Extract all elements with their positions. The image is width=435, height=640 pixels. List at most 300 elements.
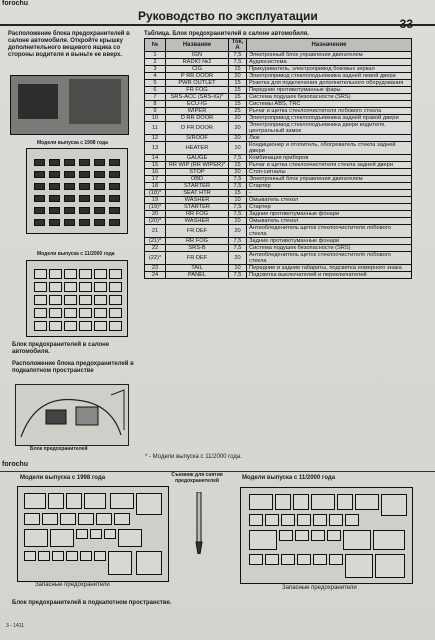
engine-block-caption: Блок предохранителей в подкапотном пространстве. — [12, 600, 172, 606]
fuse-slot — [64, 207, 75, 214]
fuse-amperage: 20 — [229, 169, 247, 176]
fuse-number: 23 — [145, 265, 166, 272]
fuse-amperage: 7,5 — [229, 176, 247, 183]
fuse-amperage: 20 — [229, 115, 247, 122]
table-row — [145, 108, 412, 115]
corner-tag: forochu — [2, 0, 29, 7]
relay-block — [108, 551, 132, 575]
fuse-slot — [64, 219, 75, 226]
fuse-name: HEATER — [166, 142, 229, 155]
fuse-slot — [109, 183, 120, 190]
fuse-slot — [79, 183, 90, 190]
fuse-amperage: 15 — [229, 66, 247, 73]
fuse-puller-icon — [194, 492, 204, 554]
fuse-name: FR FOG — [166, 87, 229, 94]
fuse-name: STOP — [166, 169, 229, 176]
relay-block — [96, 513, 112, 525]
relay-block — [337, 494, 353, 510]
page-title: Руководство по эксплуатации — [138, 9, 318, 23]
fuse-slot — [94, 321, 107, 331]
fuse-slot — [34, 308, 47, 318]
relay-block — [297, 554, 311, 565]
fuse-name: PWR OUTLET — [166, 80, 229, 87]
fuse-purpose: Электропривод стеклоподъемника задней левой двери — [247, 73, 412, 80]
relay-block — [249, 554, 263, 565]
fuse-purpose: Аудиосистема — [247, 59, 412, 66]
fuse-purpose: Задние противотуманные фонари — [247, 211, 412, 218]
relay-block — [52, 551, 64, 561]
fuse-number: 4 — [145, 73, 166, 80]
fuse-number: 22 — [145, 245, 166, 252]
table-row — [145, 66, 412, 73]
table-row — [145, 183, 412, 190]
table-row — [145, 252, 412, 265]
fuse-name: RR FOG — [166, 238, 229, 245]
cabin-fuse-caption: Расположение блока предохранителей в салоне автомобиля. Откройте крышку дополнительного вещевого ящика со стороны водителя и выньте ее вверх. — [8, 31, 130, 58]
relay-block — [136, 551, 162, 575]
page-code: 3 - 1411 — [6, 623, 24, 629]
relay-block — [50, 529, 74, 547]
fuse-amperage: 7,5 — [229, 155, 247, 162]
fuse-purpose: Подсветка выключателей и переключателей — [247, 272, 412, 279]
relay-block — [90, 529, 102, 539]
fuse-purpose: Стартер — [247, 204, 412, 211]
fuse-name: ECU-IG — [166, 101, 229, 108]
relay-block — [275, 494, 291, 510]
table-row — [145, 59, 412, 66]
fuse-name: GAUGE — [166, 155, 229, 162]
fuse-name: IGN — [166, 52, 229, 59]
table-row — [145, 122, 412, 135]
fuse-name: SRS-B — [166, 245, 229, 252]
relay-block — [60, 513, 76, 525]
fuse-number: 14 — [145, 155, 166, 162]
fuse-name: RADIO №2 — [166, 59, 229, 66]
fuse-slot — [34, 321, 47, 331]
relay-block — [42, 513, 58, 525]
fuse-purpose: Кондиционер и отопитель, обогреватель стекла задней двери — [247, 142, 412, 155]
fuse-purpose: Рычаг и щетка стеклоочистителя стекла задней двери — [247, 162, 412, 169]
fuse-number: 16 — [145, 169, 166, 176]
relay-block — [38, 551, 50, 561]
relay-block — [78, 513, 94, 525]
relay-block — [265, 514, 279, 526]
fuse-number: 21 — [145, 225, 166, 238]
fuse-slot — [64, 195, 75, 202]
fuse-slot — [79, 308, 92, 318]
relay-block — [297, 514, 311, 526]
fuse-slot — [34, 171, 45, 178]
fuse-slot — [34, 159, 45, 166]
fuse-slot — [109, 207, 120, 214]
fuse-number: 3 — [145, 66, 166, 73]
fuse-purpose: Электронный блок управления двигателем — [247, 52, 412, 59]
fuse-amperage: 20 — [229, 225, 247, 238]
fuse-slot — [94, 159, 105, 166]
fuse-puller-label: Съемник для снятия предохранителей — [171, 472, 223, 484]
fuse-slot — [64, 269, 77, 279]
fuse-slot — [109, 171, 120, 178]
bottom-model-1998-label: Модели выпуска с 1998 года — [20, 475, 106, 481]
fuse-purpose: - — [247, 190, 412, 197]
fuse-number: 20 — [145, 211, 166, 218]
fuse-purpose: Стартер — [247, 183, 412, 190]
fuse-slot — [49, 207, 60, 214]
fuse-slot — [109, 308, 122, 318]
table-row — [145, 94, 412, 101]
fuse-slot — [79, 282, 92, 292]
fuse-purpose: Прикуриватель, электропривод боковых зеркал — [247, 66, 412, 73]
fuse-number: 24 — [145, 272, 166, 279]
table-note: * - Модели выпуска с 11/2000 года. — [145, 454, 242, 460]
table-row — [145, 52, 412, 59]
fuse-number: 18 — [145, 183, 166, 190]
bottom-corner-tag: forochu — [2, 461, 29, 468]
fuse-name: SRS-ACC (SRS-IG)* — [166, 94, 229, 101]
fuse-slot — [49, 269, 62, 279]
fuse-slot — [64, 308, 77, 318]
fuse-slot — [94, 295, 107, 305]
relay-block — [293, 494, 309, 510]
table-row — [145, 204, 412, 211]
table-row — [145, 238, 412, 245]
fuse-slot — [94, 282, 107, 292]
fuse-purpose: Система подушек безопасности (SRS) — [247, 245, 412, 252]
relay-block — [94, 551, 106, 561]
table-row — [145, 190, 412, 197]
fuse-amperage: 10 — [229, 218, 247, 225]
fuse-slot — [49, 308, 62, 318]
relay-block — [281, 554, 295, 565]
table-row — [145, 162, 412, 169]
fuse-number: (21)* — [145, 238, 166, 245]
table-row — [145, 245, 412, 252]
fuse-slot — [34, 269, 47, 279]
fuse-name: FR DEF — [166, 225, 229, 238]
fuse-slot — [34, 295, 47, 305]
relay-block — [110, 493, 134, 509]
fuse-number: 8 — [145, 101, 166, 108]
table-row — [145, 155, 412, 162]
relay-block — [249, 494, 273, 510]
fuse-purpose: Системы ABS, TRC — [247, 101, 412, 108]
model-2000-label: Модели выпуска с 11/2000 года — [37, 251, 115, 257]
fuse-slot — [34, 282, 47, 292]
relay-block — [48, 493, 64, 509]
table-row — [145, 218, 412, 225]
fuse-slot — [79, 295, 92, 305]
cabin-fuse-diagram-1998 — [26, 148, 128, 234]
relay-block — [329, 554, 343, 565]
fuse-slot — [64, 282, 77, 292]
fuse-slot — [109, 159, 120, 166]
fuse-number: 11 — [145, 122, 166, 135]
table-row — [145, 115, 412, 122]
relay-block — [24, 529, 48, 547]
relay-block — [373, 530, 405, 550]
fuse-table — [144, 38, 412, 279]
fuse-amperage: 20 — [229, 73, 247, 80]
relay-block — [24, 551, 36, 561]
fuse-slot — [64, 171, 75, 178]
fuse-slot — [94, 219, 105, 226]
fuse-amperage: 15 — [229, 94, 247, 101]
fuse-slot — [94, 269, 107, 279]
fuse-number: 13 — [145, 142, 166, 155]
fuse-purpose: Электронный блок управления двигателем — [247, 176, 412, 183]
relay-block — [279, 530, 293, 541]
fuse-purpose: Электропривод стеклоподъемника задней правой двери — [247, 115, 412, 122]
relay-block — [104, 529, 116, 539]
fuse-purpose: Антиобледенитель щеток стеклоочистителя лобового стекла — [247, 225, 412, 238]
fuse-amperage: 7,5 — [229, 238, 247, 245]
relay-block — [249, 514, 263, 526]
fuse-name: FR DEF — [166, 252, 229, 265]
fuse-slot — [49, 195, 60, 202]
fuse-purpose: Комбинация приборов — [247, 155, 412, 162]
fuse-slot — [49, 295, 62, 305]
cabin-fusebox-photo — [10, 75, 129, 135]
cabin-fuse-diagram-2000 — [26, 260, 128, 337]
table-row — [145, 176, 412, 183]
fuse-purpose: Электропривод стеклоподъемника двери водителя, центральный замок — [247, 122, 412, 135]
relay-block — [355, 494, 379, 510]
relay-block — [381, 494, 407, 516]
fuse-number: 9 — [145, 108, 166, 115]
fuse-name: OBD — [166, 176, 229, 183]
fuse-amperage: 25 — [229, 108, 247, 115]
relay-block — [311, 494, 335, 510]
relay-block — [66, 551, 78, 561]
fuse-name: SEAT HTR — [166, 190, 229, 197]
header-rule — [0, 24, 435, 26]
fuse-slot — [94, 207, 105, 214]
fuse-number: 2 — [145, 59, 166, 66]
fuse-name: RR FOG — [166, 211, 229, 218]
fuse-name: STARTER — [166, 204, 229, 211]
table-row — [145, 265, 412, 272]
fuse-slot — [79, 171, 90, 178]
fuse-slot — [109, 321, 122, 331]
engine-fuse-diagram-2000 — [240, 487, 413, 584]
relay-block — [327, 530, 341, 541]
fuse-name: WASHER — [166, 218, 229, 225]
fuse-slot — [34, 195, 45, 202]
fuse-name: RR WIP (RR WIPER)* — [166, 162, 229, 169]
engine-bay-illustration — [15, 384, 129, 446]
fuse-number: 17 — [145, 176, 166, 183]
fuse-slot — [64, 321, 77, 331]
fuse-slot — [64, 159, 75, 166]
fuse-amperage: 7,5 — [229, 59, 247, 66]
relay-block — [345, 554, 373, 578]
engine-fuse-diagram-1998 — [17, 486, 169, 582]
fuse-purpose: Стоп-сигналы — [247, 169, 412, 176]
fuse-purpose: Люк — [247, 135, 412, 142]
fuse-slot — [79, 207, 90, 214]
spare-fuses-right-label: Запасные предохранители — [282, 585, 357, 591]
fuse-purpose: Передние противотуманные фары — [247, 87, 412, 94]
fuse-slot — [94, 171, 105, 178]
fuse-number: 12 — [145, 135, 166, 142]
fuse-slot — [49, 171, 60, 178]
table-header-row — [145, 39, 412, 52]
fuse-number: (19)* — [145, 204, 166, 211]
fuse-name: D FR DOOR — [166, 122, 229, 135]
table-row — [145, 169, 412, 176]
table-row — [145, 135, 412, 142]
fuse-slot — [34, 219, 45, 226]
relay-block — [375, 554, 405, 578]
fuse-slot — [64, 183, 75, 190]
table-row — [145, 272, 412, 279]
cabin-block-caption: Блок предохранителей в салоне автомобиля. Расположение блока предохранителей в подкапотном пространстве — [12, 342, 134, 374]
col-purpose: Назначение — [247, 39, 412, 52]
col-name: Название — [166, 39, 229, 52]
fuse-slot — [94, 183, 105, 190]
fuse-purpose: Рычаг и щетка стеклоочистителя лобового стекла — [247, 108, 412, 115]
fuse-purpose: Передние и задние габариты, подсветка номерного знака — [247, 265, 412, 272]
relay-block — [265, 554, 279, 565]
fuse-amperage: 15 — [229, 101, 247, 108]
relay-block — [313, 514, 327, 526]
fuse-slot — [34, 207, 45, 214]
fuse-number: 10 — [145, 115, 166, 122]
relay-block — [66, 493, 82, 509]
relay-block — [80, 551, 92, 561]
fuse-amperage: 7,5 — [229, 52, 247, 59]
fuse-slot — [49, 321, 62, 331]
fuse-slot — [109, 269, 122, 279]
table-row — [145, 87, 412, 94]
fuse-table-wrap — [144, 31, 412, 279]
fuse-purpose: Розетка для подключения дополнительного оборудования — [247, 80, 412, 87]
table-row — [145, 101, 412, 108]
left-column — [8, 31, 139, 59]
fuse-slot — [79, 321, 92, 331]
relay-block — [249, 530, 277, 550]
col-amp: Ток, А — [229, 39, 247, 52]
relay-block — [311, 530, 325, 541]
fuse-name: D RR DOOR — [166, 115, 229, 122]
fuse-name: STARTER — [166, 183, 229, 190]
fuse-name: P RR DOOR — [166, 73, 229, 80]
fuse-amperage: 7,5 — [229, 245, 247, 252]
fuse-slot — [94, 308, 107, 318]
fuse-amperage: 10 — [229, 142, 247, 155]
fuse-amperage: 15 — [229, 87, 247, 94]
fuse-amperage: 20 — [229, 122, 247, 135]
table-row — [145, 73, 412, 80]
relay-block — [313, 554, 327, 565]
col-number: № — [145, 39, 166, 52]
relay-block — [343, 530, 371, 550]
relay-block — [281, 514, 295, 526]
fuse-amperage: 7,5 — [229, 211, 247, 218]
fuse-purpose: Антиобледенитель щеток стеклоочистителя лобового стекла — [247, 252, 412, 265]
fuse-slot — [49, 282, 62, 292]
relay-block — [295, 530, 309, 541]
fuse-slot — [109, 282, 122, 292]
spare-fuses-left-label: Запасные предохранители — [35, 582, 110, 588]
table-row — [145, 80, 412, 87]
fuse-purpose: Омыватель стекол — [247, 218, 412, 225]
fuse-amperage: 15 — [229, 80, 247, 87]
fuse-amperage: 20 — [229, 135, 247, 142]
fuse-number: (20)* — [145, 218, 166, 225]
fuse-number: 1 — [145, 52, 166, 59]
fuse-number: (22)* — [145, 252, 166, 265]
relay-block — [24, 513, 40, 525]
table-title: Таблица. Блок предохранителей в салоне автомобиля. — [144, 31, 309, 37]
relay-block — [118, 529, 142, 547]
relay-block — [136, 493, 162, 515]
fuse-number: 5 — [145, 80, 166, 87]
fuse-purpose: Омыватель стекол — [247, 197, 412, 204]
fuse-slot — [49, 159, 60, 166]
fuse-name: TAIL — [166, 265, 229, 272]
table-row — [145, 197, 412, 204]
fuse-slot — [49, 183, 60, 190]
relay-block — [24, 493, 46, 509]
fuse-slot — [34, 183, 45, 190]
fuse-number: 19 — [145, 197, 166, 204]
engine-fuse-label: Блок предохранителей — [30, 446, 88, 452]
fuse-amperage: 7,5 — [229, 183, 247, 190]
fuse-slot — [79, 195, 90, 202]
table-row — [145, 225, 412, 238]
fuse-purpose: Задние противотуманные фонари — [247, 238, 412, 245]
relay-block — [329, 514, 343, 526]
fuse-slot — [109, 295, 122, 305]
bottom-model-2000-label: Модели выпуска с 11/2000 года — [242, 475, 336, 481]
fuse-slot — [79, 159, 90, 166]
fuse-amperage: 15 — [229, 190, 247, 197]
fuse-amperage: 15 — [229, 162, 247, 169]
fuse-name: PANEL — [166, 272, 229, 279]
fuse-amperage: 7,5 — [229, 204, 247, 211]
relay-block — [114, 513, 130, 525]
fuse-purpose: Система подушек безопасности (SRS) — [247, 94, 412, 101]
fuse-amperage: 10 — [229, 265, 247, 272]
fuse-slot — [94, 195, 105, 202]
fuse-number: 7 — [145, 94, 166, 101]
relay-block — [84, 493, 106, 509]
fuse-slot — [109, 195, 120, 202]
fuse-number: 6 — [145, 87, 166, 94]
fuse-slot — [79, 219, 90, 226]
fuse-slot — [79, 269, 92, 279]
fuse-number: (18)* — [145, 190, 166, 197]
fuse-amperage: 20 — [229, 252, 247, 265]
fuse-name: CIG — [166, 66, 229, 73]
fuse-amperage: 7,5 — [229, 272, 247, 279]
fuse-number: 15 — [145, 162, 166, 169]
table-row — [145, 211, 412, 218]
relay-block — [76, 529, 88, 539]
model-1998-label: Модели выпуска с 1998 года — [37, 140, 108, 146]
page-number: 33 — [399, 17, 413, 31]
fuse-slot — [49, 219, 60, 226]
fuse-name: S/ROOF — [166, 135, 229, 142]
fuse-amperage: 10 — [229, 197, 247, 204]
fuse-name: WIPER — [166, 108, 229, 115]
table-row — [145, 142, 412, 155]
fuse-name: WASHER — [166, 197, 229, 204]
relay-block — [345, 514, 359, 526]
fuse-slot — [64, 295, 77, 305]
fuse-slot — [109, 219, 120, 226]
